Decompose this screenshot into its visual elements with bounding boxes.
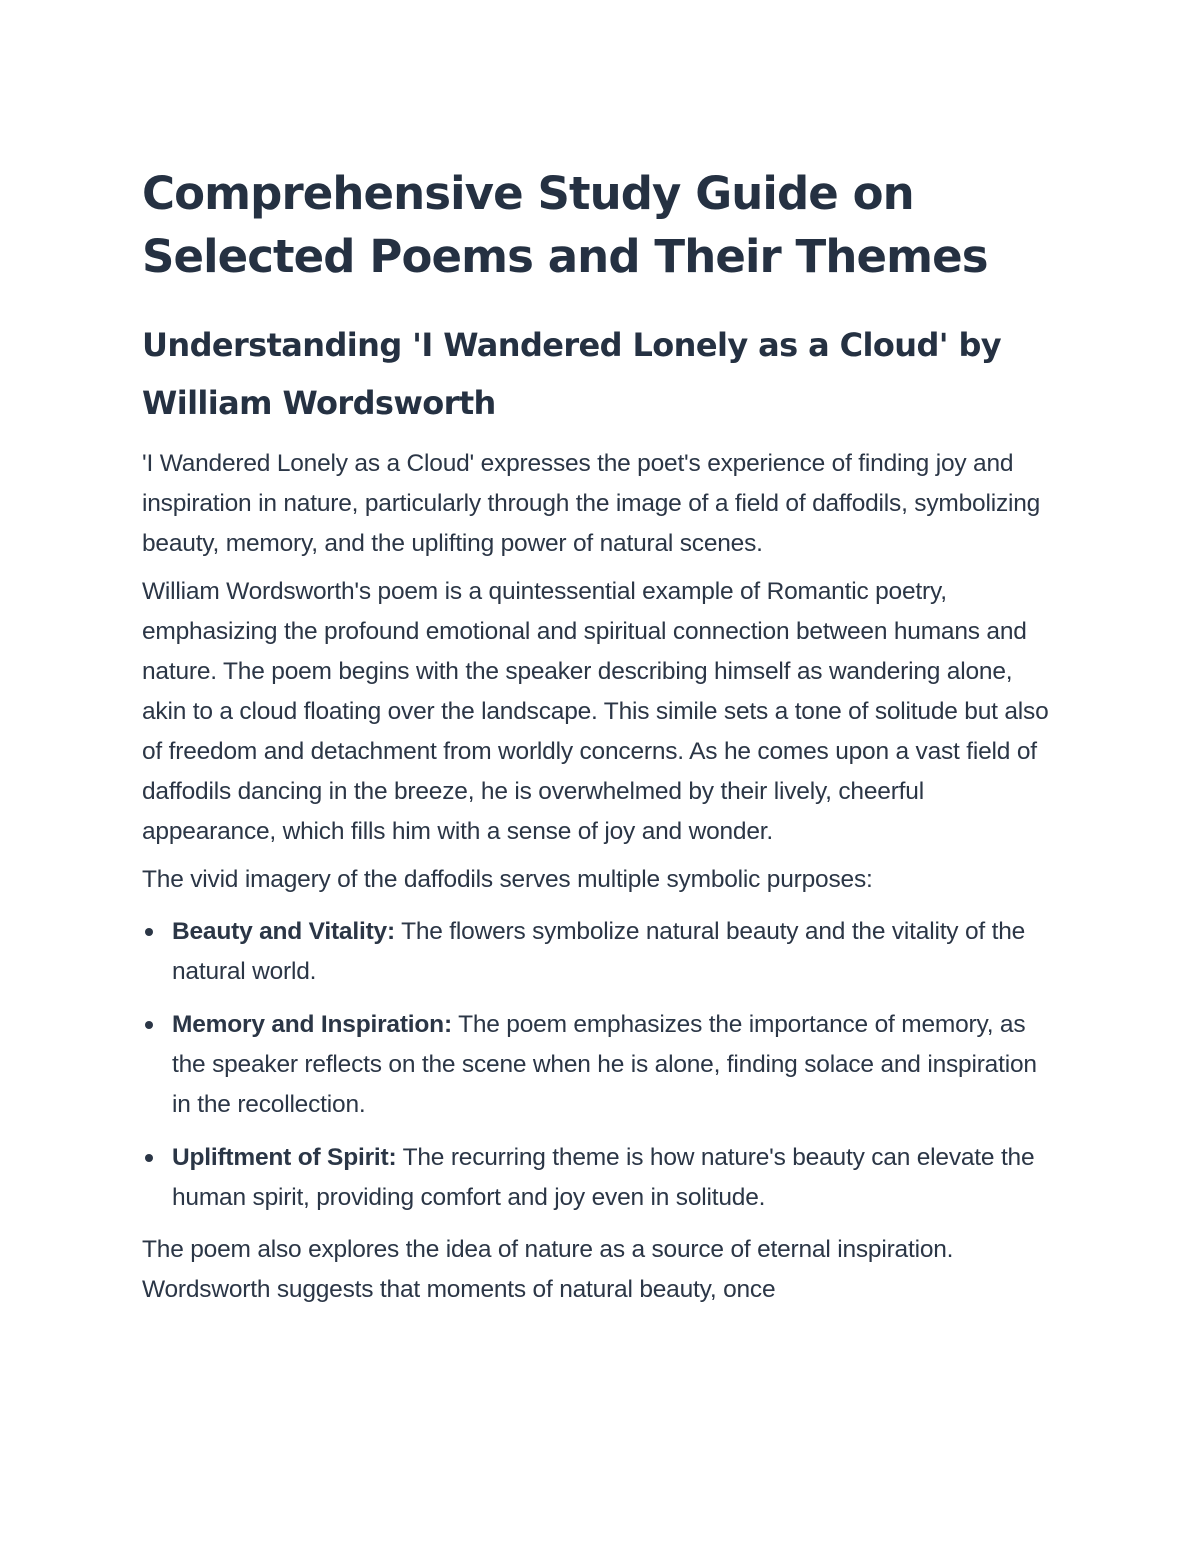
list-item <box>142 912 1052 992</box>
summary-paragraph: 'I Wandered Lonely as a Cloud' expresses the poet's experience of finding joy and inspiration in nature, particularly through the image of a field of daffodils, symbolizing beauty, memory, and the uplifting power of natural scenes. <box>142 450 1041 557</box>
closing-paragraph: The poem also explores the idea of nature as a source of eternal inspiration. Wordsworth suggests that moments of natural beauty, once <box>142 1236 954 1303</box>
document-title: Comprehensive Study Guide on Selected Poems and Their Themes <box>142 167 988 283</box>
analysis-paragraph: William Wordsworth's poem is a quintessential example of Romantic poetry, emphasizing the profound emotional and spiritual connection between humans and nature. The poem begins with the speaker describing himself as wandering alone, akin to a cloud floating over the landscape. This simile sets a tone of solitude but also of freedom and detachment from worldly concerns. As he comes upon a vast field of daffodils dancing in the breeze, he is overwhelmed by their lively, cheerful appearance, which fills him with a sense of joy and wonder. <box>142 578 1049 845</box>
section-heading: Understanding 'I Wandered Lonely as a Cloud' by William Wordsworth <box>142 326 1002 422</box>
list-item-text: The poem emphasizes the importance of memory, as the speaker reflects on the scene when he is alone, finding solace and inspiration in the recollection. <box>172 1011 1037 1118</box>
list-item-term: Memory and Inspiration: <box>172 1011 452 1038</box>
list-item-text: The flowers symbolize natural beauty and the vitality of the natural world. <box>172 918 1026 985</box>
list-item-text: The recurring theme is how nature's beauty can elevate the human spirit, providing comfort and joy even in solitude. <box>172 1144 1035 1211</box>
document-page <box>142 162 1052 1310</box>
list-item <box>142 1005 1052 1125</box>
bullet-dot-icon <box>145 1021 153 1029</box>
list-item-term: Upliftment of Spirit: <box>172 1144 397 1171</box>
bullet-dot-icon <box>145 1154 153 1162</box>
list-item <box>142 1138 1052 1218</box>
symbolism-list <box>142 912 1052 1218</box>
list-item-term: Beauty and Vitality: <box>172 918 395 945</box>
bullet-dot-icon <box>145 928 153 936</box>
imagery-intro-paragraph: The vivid imagery of the daffodils serves multiple symbolic purposes: <box>142 866 873 893</box>
